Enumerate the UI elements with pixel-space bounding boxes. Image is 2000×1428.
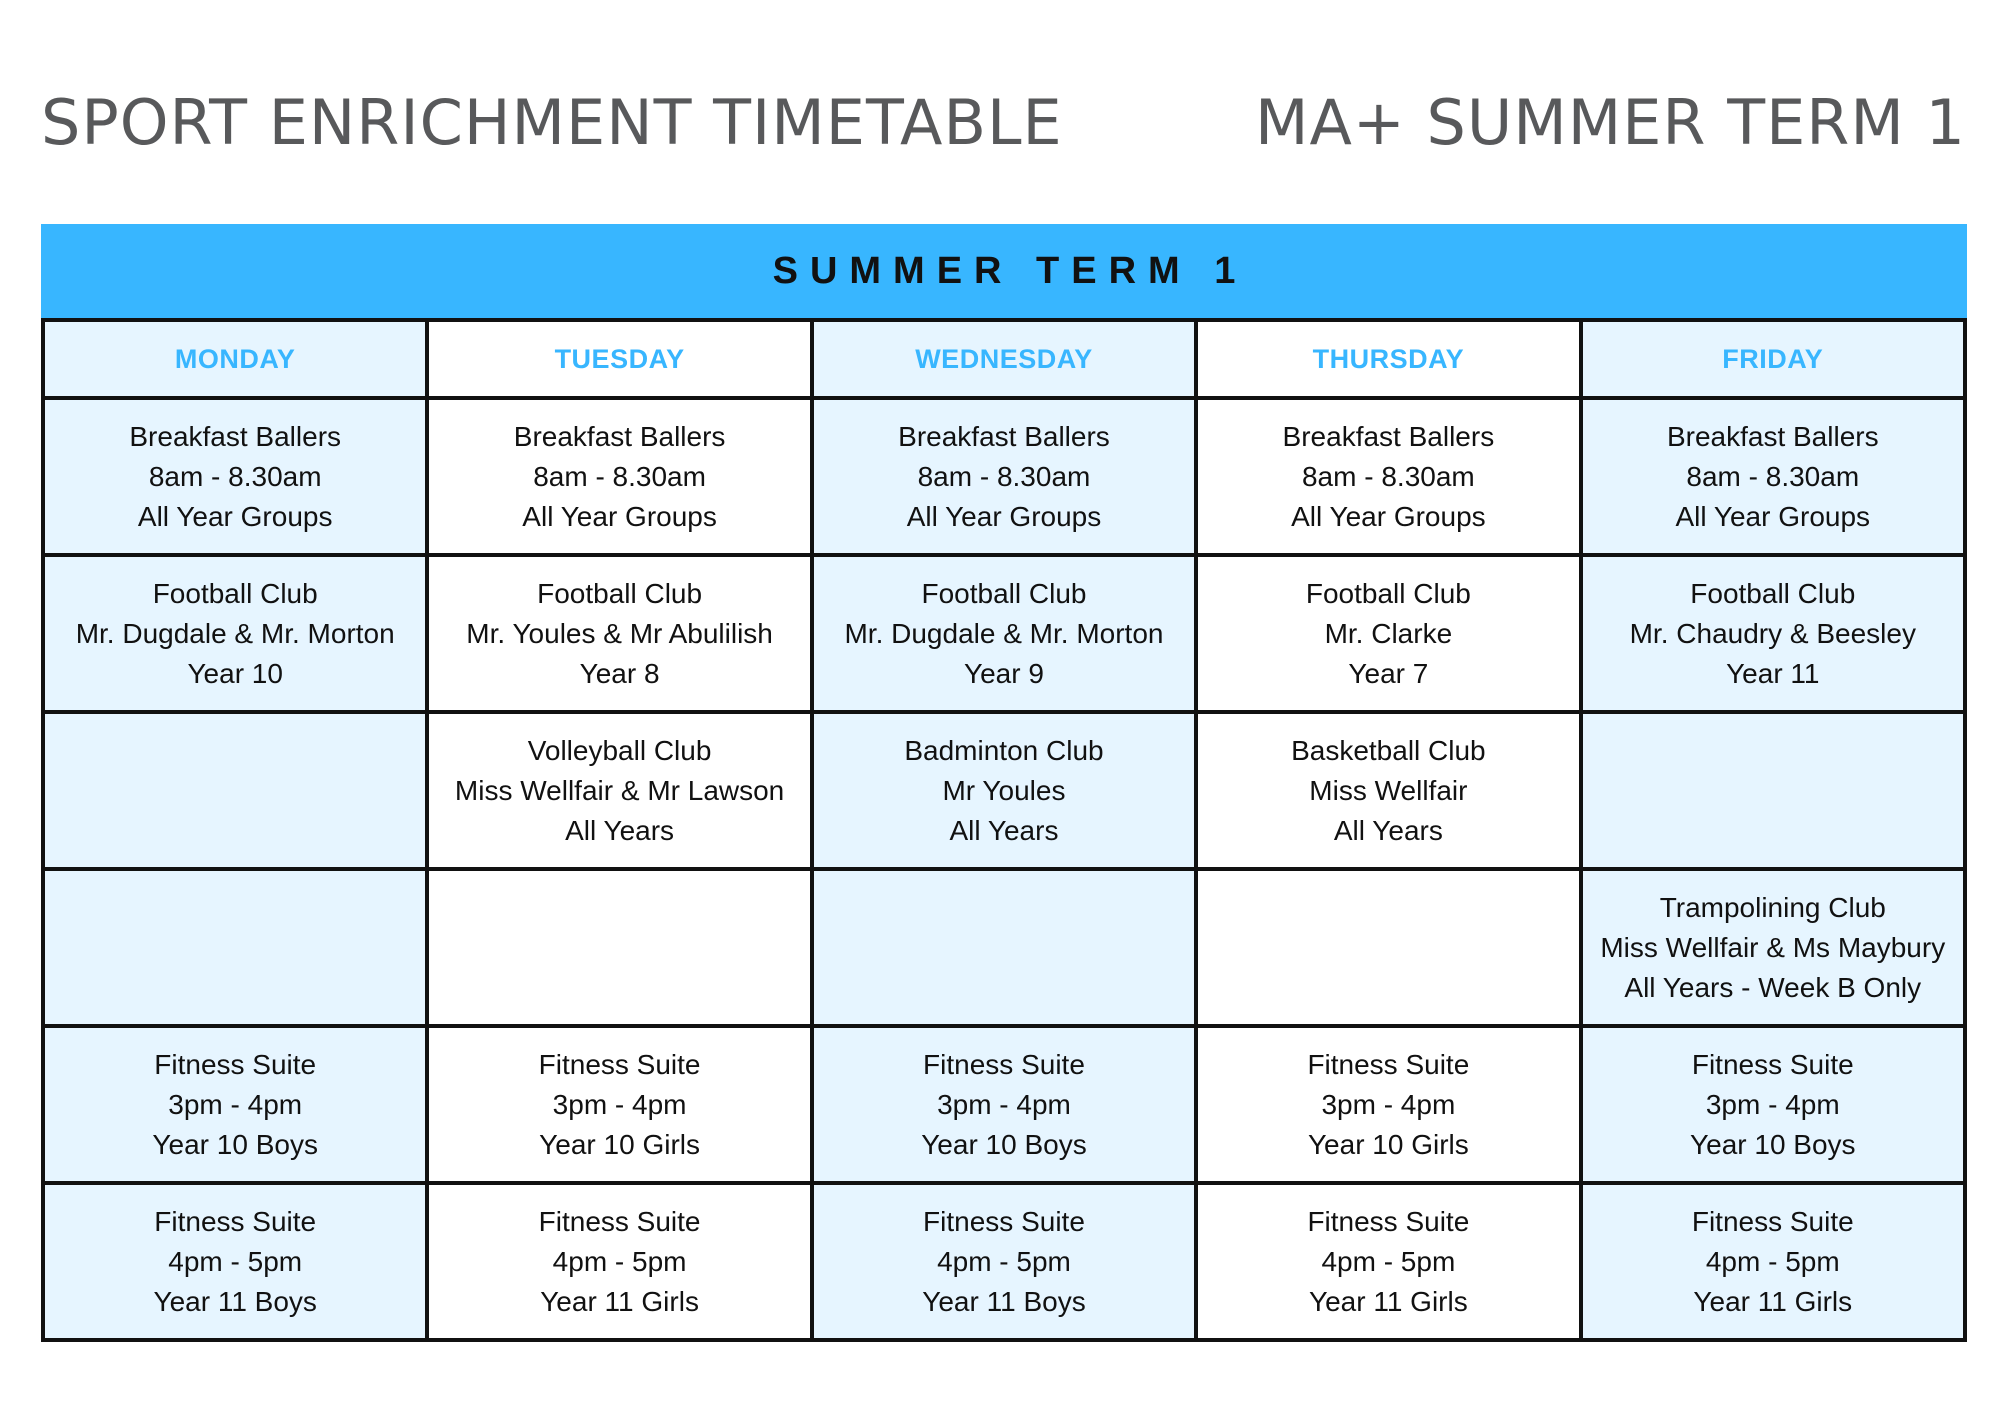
session-cell-tuesday — [427, 712, 811, 869]
session-activity: Fitness Suite — [154, 1048, 317, 1080]
session-cell-wednesday — [812, 1183, 1196, 1340]
empty-cell-tuesday — [427, 869, 811, 1026]
day-header-thursday: THURSDAY — [1196, 320, 1580, 398]
session-detail: 4pm - 5pm — [1321, 1245, 1456, 1277]
session-audience: Year 11 Boys — [922, 1285, 1086, 1317]
session-detail: 4pm - 5pm — [1705, 1245, 1840, 1277]
session-activity: Fitness Suite — [923, 1048, 1085, 1080]
session-audience: Year 11 Girls — [1308, 1285, 1468, 1317]
page-title: SPORT ENRICHMENT TIMETABLE — [41, 86, 1063, 159]
session-audience: All Years — [949, 814, 1059, 846]
session-detail: 8am - 8.30am — [533, 460, 706, 492]
session-detail: 3pm - 4pm — [552, 1088, 687, 1120]
session-activity: Fitness Suite — [1307, 1048, 1470, 1080]
empty-cell-monday — [43, 712, 427, 869]
day-header-friday: FRIDAY — [1581, 320, 1965, 398]
session-audience: Year 10 Boys — [921, 1128, 1087, 1160]
session-detail: Mr Youles — [942, 774, 1066, 806]
session-audience: All Years — [565, 814, 675, 846]
session-audience: All Year Groups — [137, 500, 333, 532]
session-cell-monday — [43, 1026, 427, 1183]
session-cell-monday — [43, 1183, 427, 1340]
session-activity: Breakfast Ballers — [1666, 420, 1879, 452]
session-activity: Breakfast Ballers — [513, 420, 726, 452]
session-cell-wednesday — [812, 555, 1196, 712]
session-detail: Mr. Youles & Mr Abulilish — [466, 617, 773, 649]
session-audience: Year 11 Boys — [153, 1285, 317, 1317]
session-audience: Year 11 — [1726, 657, 1820, 689]
empty-cell-thursday — [1196, 869, 1580, 1026]
session-audience: Year 10 — [187, 657, 283, 689]
session-detail: 4pm - 5pm — [168, 1245, 303, 1277]
table-row — [43, 1183, 1965, 1340]
session-audience: Year 10 Girls — [539, 1128, 700, 1160]
session-cell-friday — [1581, 555, 1965, 712]
session-cell-wednesday — [812, 712, 1196, 869]
session-cell-thursday — [1196, 1026, 1580, 1183]
session-detail: 3pm - 4pm — [1705, 1088, 1840, 1120]
session-activity: Basketball Club — [1291, 734, 1486, 766]
session-activity: Fitness Suite — [1307, 1205, 1470, 1237]
session-audience: All Years - Week B Only — [1624, 971, 1922, 1003]
empty-cell-wednesday — [812, 869, 1196, 1026]
session-activity: Football Club — [1690, 577, 1856, 609]
session-detail: Mr. Dugdale & Mr. Morton — [844, 617, 1164, 649]
session-audience: Year 8 — [579, 657, 660, 689]
session-activity: Badminton Club — [904, 734, 1104, 766]
table-row — [43, 869, 1965, 1026]
session-detail: Mr. Clarke — [1324, 617, 1453, 649]
session-activity: Fitness Suite — [538, 1205, 701, 1237]
session-audience: All Year Groups — [906, 500, 1102, 532]
session-audience: Year 10 Boys — [152, 1128, 318, 1160]
session-activity: Football Club — [152, 577, 318, 609]
day-header-row — [43, 320, 1965, 398]
session-cell-thursday — [1196, 555, 1580, 712]
session-cell-friday — [1581, 398, 1965, 555]
session-cell-wednesday — [812, 1026, 1196, 1183]
session-activity: Fitness Suite — [1691, 1048, 1854, 1080]
session-activity: Football Club — [1305, 577, 1471, 609]
session-audience: Year 9 — [964, 657, 1044, 689]
session-audience: Year 11 Girls — [1693, 1285, 1853, 1317]
term-title: MA+ SUMMER TERM 1 — [1254, 86, 1966, 159]
session-detail: 8am - 8.30am — [1686, 460, 1860, 492]
day-header-wednesday: WEDNESDAY — [812, 320, 1196, 398]
session-activity: Football Club — [921, 577, 1087, 609]
timetable-body — [43, 398, 1965, 1340]
session-cell-monday — [43, 555, 427, 712]
session-activity: Volleyball Club — [527, 734, 712, 766]
empty-cell-monday — [43, 869, 427, 1026]
session-cell-friday — [1581, 1183, 1965, 1340]
session-activity: Fitness Suite — [154, 1205, 317, 1237]
session-detail: Miss Wellfair & Mr Lawson — [454, 774, 785, 806]
session-cell-friday — [1581, 869, 1965, 1026]
session-detail: Miss Wellfair & Ms Maybury — [1600, 931, 1946, 963]
session-audience: All Year Groups — [1291, 500, 1486, 532]
table-row — [43, 398, 1965, 555]
session-audience: All Year Groups — [1675, 500, 1871, 532]
timetable-grid — [41, 318, 1967, 1342]
table-row — [43, 555, 1965, 712]
session-cell-thursday — [1196, 398, 1580, 555]
session-detail: 3pm - 4pm — [1321, 1088, 1456, 1120]
session-cell-tuesday — [427, 398, 811, 555]
session-audience: Year 10 Girls — [1307, 1128, 1469, 1160]
session-activity: Football Club — [537, 577, 703, 609]
session-cell-thursday — [1196, 1183, 1580, 1340]
table-row — [43, 1026, 1965, 1183]
session-audience: All Year Groups — [522, 500, 717, 532]
session-cell-friday — [1581, 1026, 1965, 1183]
session-activity: Breakfast Ballers — [1282, 420, 1495, 452]
session-detail: Mr. Chaudry & Beesley — [1629, 617, 1916, 649]
timetable — [41, 224, 1967, 1342]
session-cell-tuesday — [427, 1183, 811, 1340]
session-audience: Year 10 Boys — [1690, 1128, 1856, 1160]
empty-cell-friday — [1581, 712, 1965, 869]
session-detail: 8am - 8.30am — [917, 460, 1091, 492]
session-audience: Year 7 — [1348, 657, 1429, 689]
session-cell-thursday — [1196, 712, 1580, 869]
session-detail: Miss Wellfair — [1309, 774, 1468, 806]
session-activity: Breakfast Ballers — [898, 420, 1110, 452]
session-detail: 4pm - 5pm — [552, 1245, 687, 1277]
session-audience: All Years — [1333, 814, 1443, 846]
session-audience: Year 11 Girls — [540, 1285, 699, 1317]
session-activity: Trampolining Club — [1659, 891, 1886, 923]
session-activity: Fitness Suite — [538, 1048, 701, 1080]
session-detail: Mr. Dugdale & Mr. Morton — [75, 617, 395, 649]
session-detail: 3pm - 4pm — [937, 1088, 1071, 1120]
session-detail: 4pm - 5pm — [937, 1245, 1071, 1277]
session-cell-tuesday — [427, 1026, 811, 1183]
table-row — [43, 712, 1965, 869]
session-detail: 8am - 8.30am — [148, 460, 322, 492]
term-banner: SUMMER TERM 1 — [41, 224, 1967, 318]
session-detail: 8am - 8.30am — [1301, 460, 1475, 492]
session-cell-tuesday — [427, 555, 811, 712]
session-detail: 3pm - 4pm — [168, 1088, 303, 1120]
day-header-monday: MONDAY — [43, 320, 427, 398]
session-activity: Fitness Suite — [1691, 1205, 1854, 1237]
day-header-tuesday: TUESDAY — [427, 320, 811, 398]
session-activity: Fitness Suite — [923, 1205, 1085, 1237]
session-cell-wednesday — [812, 398, 1196, 555]
session-activity: Breakfast Ballers — [129, 420, 342, 452]
session-cell-monday — [43, 398, 427, 555]
